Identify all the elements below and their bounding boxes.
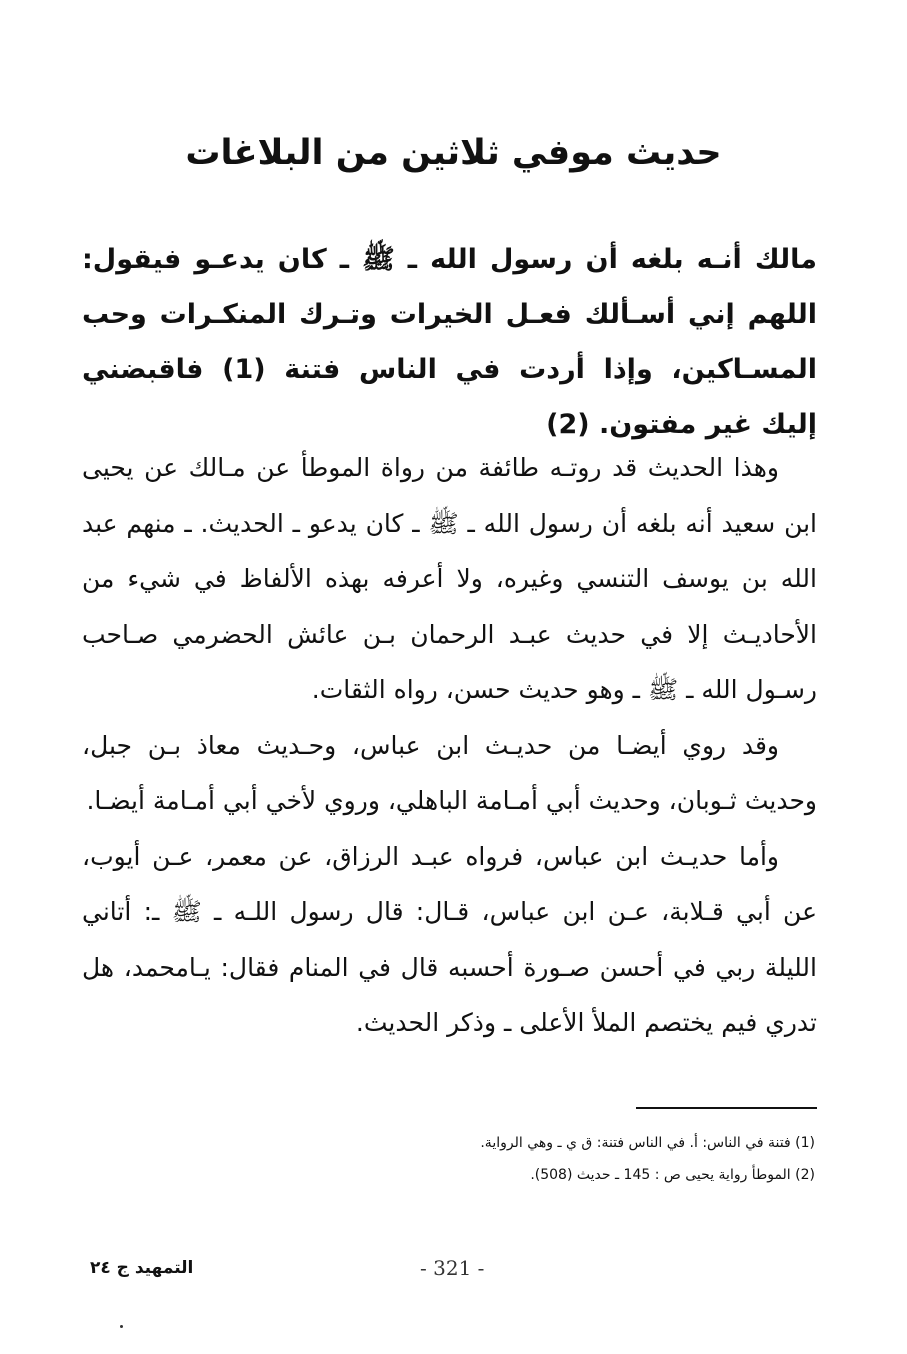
footnote: (1) فتنة في الناس: أ. في الناس فتنة: ق ي ـ وهي الرواية.: [480, 1135, 815, 1151]
hadith-text: مالك أنـه بلغه أن رسول الله ـ ﷺ ـ كان يدعـو فيقول: اللهم إني أسـألك فعـل الخيرات وتـرك المنكـرات وحب المسـاكين، وإذا أردت في الناس فتنة (1) فاقبضني إليك غير مفتون. (2): [82, 244, 817, 440]
footnote: (2) الموطأ رواية يحيى ص : 145 ـ حديث (508).: [530, 1167, 815, 1183]
commentary-body: [82, 440, 817, 1051]
paragraph: وهذا الحديث قد روتـه طائفة من رواة الموطأ عن مـالك عن يحيى ابن سعيد أنه بلغه أن رسول الله ـ ﷺ ـ كان يدعو ـ الحديث. ـ منهم عبد الله بن يوسف التنسي وغيره، ولا أعرفه بهذه الألفاظ في شيء من الأحاديـث إلا في حديث عبـد الرحمان بـن عائش الحضرمي صـاحب رسـول الله ـ ﷺ ـ وهو حديث حسن، رواه الثقات.: [82, 453, 817, 704]
footnotes: [360, 1127, 815, 1191]
scan-speck: [120, 1325, 123, 1328]
footnote-separator: [636, 1107, 817, 1109]
paragraph: وأما حديـث ابن عباس، فرواه عبـد الرزاق، عن معمر، عـن أيوب، عن أبي قـلابة، عـن ابن عباس، قـال: قال رسول اللـه ـ ﷺ ـ: أتاني الليلة ربي في أحسن صـورة أحسبه قال في المنام فقال: يـامحمد، هل تدري فيم يختصم الملأ الأعلى ـ وذكر الحديث.: [82, 841, 817, 1037]
section-title: حديث موفي ثلاثين من البلاغات: [185, 133, 722, 174]
page-number: - 321 -: [420, 1256, 485, 1280]
paragraph: وقد روي أيضـا من حديـث ابن عباس، وحـديث معاذ بـن جبل، وحديث ثـوبان، وحديث أبي أمـامة الباهلي، وروي لأخي أبي أمـامة أيضـا.: [82, 730, 817, 815]
book-volume-label: التمهيد ج ٢٤: [90, 1258, 194, 1278]
